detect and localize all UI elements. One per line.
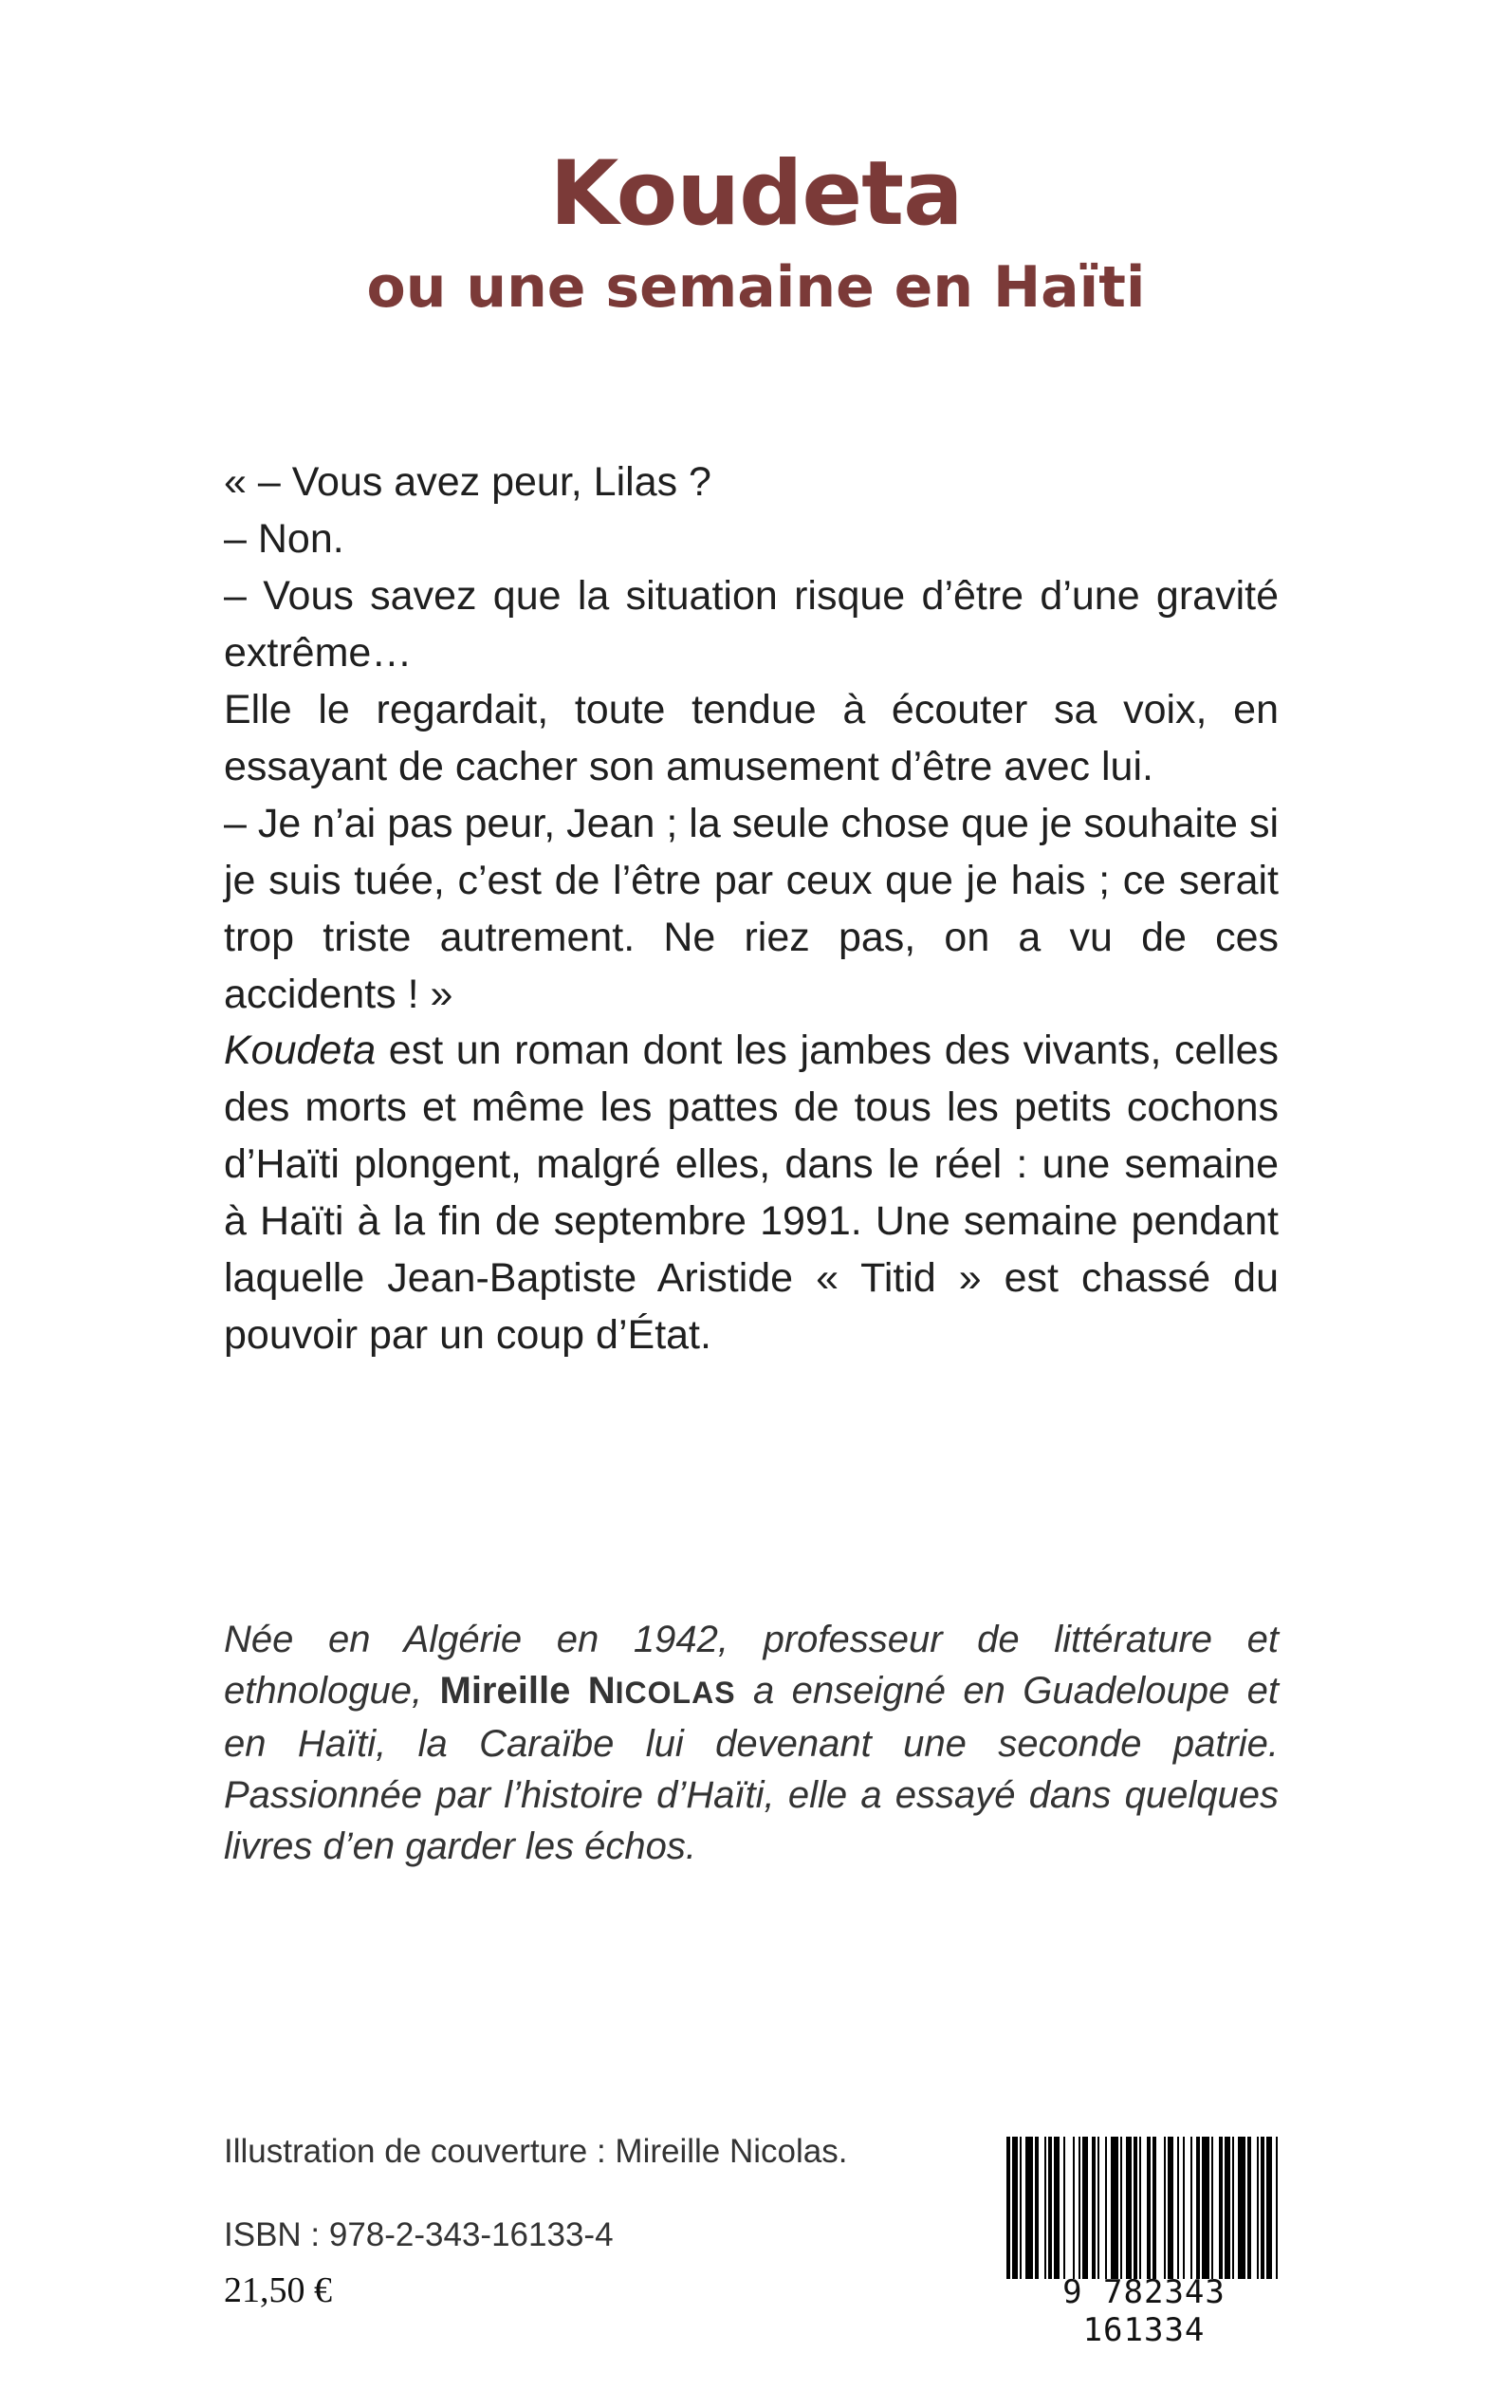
- dialogue-line: Elle le regardait, toute tendue à écouter sa voix, en essayant de cacher son amusement d’être avec lui.: [224, 687, 1279, 789]
- barcode-bar: [1238, 2137, 1245, 2279]
- barcode-bar: [1082, 2137, 1088, 2279]
- barcode-bar: [1190, 2137, 1192, 2279]
- barcode-bar: [1035, 2137, 1039, 2279]
- dialogue-line: – Je n’ai pas peur, Jean ; la seule chose que je souhaite si je suis tuée, c’est de l’être par ceux que je hais ; ce serait trop triste autrement. Ne riez pas, on a vu de ces accidents ! »: [224, 801, 1279, 1017]
- barcode-bar: [1097, 2137, 1099, 2279]
- dialogue-line: – Vous savez que la situation risque d’être d’une gravité extrême…: [224, 573, 1279, 676]
- price: 21,50 €: [224, 2270, 332, 2310]
- author-bio: [224, 1614, 1279, 1872]
- barcode-bar: [1219, 2137, 1223, 2279]
- barcode-bar: [1111, 2137, 1118, 2279]
- barcode-bar: [1183, 2137, 1185, 2279]
- barcode-bar: [1079, 2137, 1080, 2279]
- book-title: Koudeta: [549, 142, 963, 246]
- barcode-bar: [1152, 2137, 1156, 2279]
- summary-book-title: Koudeta: [224, 1028, 377, 1073]
- barcode-bar: [1202, 2137, 1209, 2279]
- barcode-bar: [1025, 2137, 1033, 2279]
- barcode-bar: [1276, 2137, 1278, 2279]
- isbn: ISBN : 978-2-343-16133-4: [224, 2216, 614, 2253]
- barcode-bar: [1257, 2137, 1259, 2279]
- bio-paragraph: [224, 1614, 1279, 1872]
- author-name-smallcaps: ICOLAS: [615, 1676, 736, 1710]
- barcode-bar: [1105, 2137, 1107, 2279]
- barcode-bar: [1211, 2137, 1213, 2279]
- barcode-bar: [1147, 2137, 1151, 2279]
- barcode-bar: [1006, 2137, 1010, 2279]
- barcode-bar: [1261, 2137, 1264, 2279]
- author-name: [440, 1670, 736, 1712]
- barcode-bar: [1092, 2137, 1096, 2279]
- bio-rest: a enseigné en Guadeloupe et en Haïti, la Caraïbe lui devenant une seconde patrie. Passionnée par l’histoire d’Haïti, elle a essayé dans quelques livres d’en garder les échos.: [224, 1670, 1280, 1867]
- barcode-bar: [1266, 2137, 1272, 2279]
- barcode-bar: [1134, 2137, 1137, 2279]
- author-name-first: Mireille N: [439, 1670, 616, 1712]
- summary-text: est un roman dont les jambes des vivants, celles des morts et même les pattes de tous les petits cochons d’Haïti plongent, malgré elles, dans le réel : une semaine à Haïti à la fin de septembre 1991. Une semaine pendant laquelle Jean-Baptiste Aristide « Titid » est chassé du pouvoir par un coup d’État.: [224, 1028, 1279, 1358]
- barcode-bar: [1168, 2137, 1173, 2279]
- barcode: [1005, 2137, 1289, 2279]
- barcode-bar: [1164, 2137, 1166, 2279]
- barcode-bar: [1048, 2137, 1052, 2279]
- barcode-bar: [1073, 2137, 1075, 2279]
- summary-paragraph: [224, 1022, 1279, 1363]
- barcode-bar: [1196, 2137, 1200, 2279]
- barcode-bar: [1012, 2137, 1018, 2279]
- barcode-bar: [1126, 2137, 1132, 2279]
- cover-illustration-credit: Illustration de couverture : Mireille Nicolas.: [224, 2133, 848, 2170]
- barcode-bar: [1120, 2137, 1122, 2279]
- barcode-bar: [1044, 2137, 1046, 2279]
- dialogue-line: « – Vous avez peur, Lilas ?: [224, 459, 711, 505]
- barcode-bar: [1232, 2137, 1234, 2279]
- dialogue-excerpt: [224, 454, 1279, 1023]
- barcode-bar: [1225, 2137, 1230, 2279]
- barcode-bar: [1139, 2137, 1141, 2279]
- bio-intro: Née en Algérie en 1942, professeur de littérature et ethnologue,: [224, 1619, 1279, 1712]
- book-subtitle: ou une semaine en Haïti: [366, 254, 1146, 321]
- barcode-bar: [1177, 2137, 1179, 2279]
- barcode-bar: [1247, 2137, 1251, 2279]
- barcode-digits: 9 782343 161334: [1062, 2273, 1226, 2349]
- barcode-bar: [1063, 2137, 1065, 2279]
- barcode-bar: [1054, 2137, 1060, 2279]
- dialogue-line: – Non.: [224, 516, 344, 562]
- barcode-bar: [1020, 2137, 1022, 2279]
- book-summary: [224, 1022, 1279, 1363]
